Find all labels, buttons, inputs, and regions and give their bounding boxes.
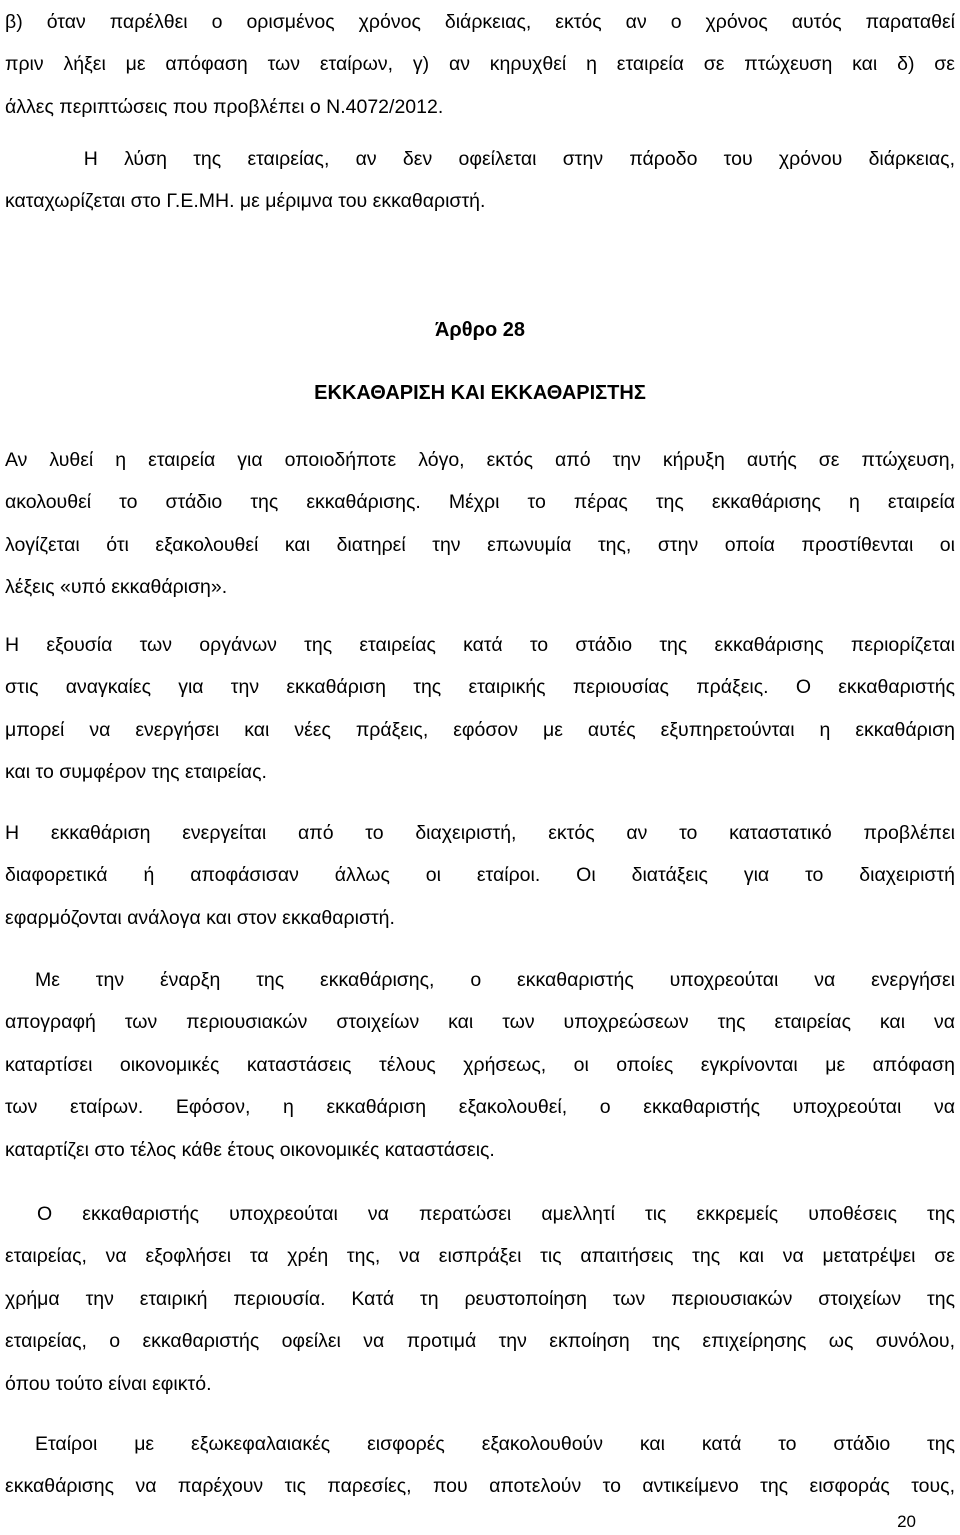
text-line: μπορεί να ενεργήσει και νέες πράξεις, εφόσον με αυτές εξυπηρετούνται η εκκαθάριση bbox=[5, 718, 955, 741]
paragraph-inventory-statements bbox=[5, 959, 955, 1171]
text-line: Η εκκαθάριση ενεργείται από το διαχειριστή, εκτός αν το καταστατικό προβλέπει bbox=[5, 822, 955, 844]
text-line: απογραφή των περιουσιακών στοιχείων και των υποχρεώσεων της εταιρείας και να bbox=[5, 1011, 955, 1034]
text-line: Η λύση της εταιρείας, αν δεν οφείλεται στην πάροδο του χρόνου διάρκειας, bbox=[5, 148, 955, 170]
page-number: 20 bbox=[897, 1512, 916, 1531]
text-line: εκκαθάρισης να παρέχουν τις παρεσίες, που αποτελούν το αντικείμενο της εισφοράς τους, bbox=[5, 1475, 955, 1498]
text-line: β) όταν παρέλθει ο ορισμένος χρόνος διάρκειας, εκτός αν ο χρόνος αυτός παραταθεί bbox=[5, 11, 955, 33]
article-title: ΕΚΚΑΘΑΡΙΣΗ ΚΑΙ ΕΚΚΑΘΑΡΙΣΤΗΣ bbox=[314, 382, 646, 404]
paragraph-dissolution-registration bbox=[5, 138, 955, 223]
text-line: Ο εκκαθαριστής υποχρεούται να περατώσει αμελλητί τις εκκρεμείς υποθέσεις της bbox=[37, 1203, 955, 1225]
article-number: Άρθρο 28 bbox=[434, 319, 526, 341]
text-line: λογίζεται ότι εξακολουθεί και διατηρεί την επωνυμία της, στην οποία προστίθενται οι bbox=[5, 533, 955, 556]
paragraph-liquidation-stage bbox=[5, 439, 955, 609]
paragraph-liquidation-by-manager bbox=[5, 812, 955, 939]
paragraph-partners-contributions bbox=[5, 1423, 955, 1508]
text-line: εταιρείας, να εξοφλήσει τα χρέη της, να εισπράξει τις απαιτήσεις της και να μετατρέψει σε bbox=[5, 1245, 955, 1268]
text-line: ακολουθεί το στάδιο της εκκαθάρισης. Μέχρι το πέρας της εκκαθάρισης η εταιρεία bbox=[5, 491, 955, 514]
paragraph-dissolution-cases bbox=[5, 1, 955, 128]
text-line: εταιρείας, ο εκκαθαριστής οφείλει να προτιμά την εκποίηση της επιχείρησης ως συνόλου, bbox=[5, 1330, 955, 1353]
text-line: στις αναγκαίες για την εκκαθάριση της εταιρικής περιουσίας πράξεις. Ο εκκαθαριστής bbox=[5, 676, 955, 699]
paragraph-liquidator-duties bbox=[5, 1193, 955, 1405]
text-line: καταρτίσει οικονομικές καταστάσεις τέλους χρήσεως, οι οποίες εγκρίνονται με απόφαση bbox=[5, 1053, 955, 1076]
text-line: καταχωρίζεται στο Γ.Ε.ΜΗ. με μέριμνα του εκκαθαριστή. bbox=[5, 190, 486, 213]
text-line: χρήμα την εταιρική περιουσία. Κατά τη ρευστοποίηση των περιουσιακών στοιχείων της bbox=[5, 1287, 955, 1310]
text-line: άλλες περιπτώσεις που προβλέπει ο Ν.4072/2012. bbox=[5, 95, 444, 118]
text-line: λέξεις «υπό εκκαθάριση». bbox=[5, 576, 228, 599]
text-line: των εταίρων. Εφόσον, η εκκαθάριση εξακολουθεί, ο εκκαθαριστής υποχρεούται να bbox=[5, 1096, 955, 1119]
text-line: και το συμφέρον της εταιρείας. bbox=[5, 761, 267, 784]
text-line: πριν λήξει με απόφαση των εταίρων, γ) αν κηρυχθεί η εταιρεία σε πτώχευση και δ) σε bbox=[5, 53, 955, 76]
text-line: Με την έναρξη της εκκαθάρισης, ο εκκαθαριστής υποχρεούται να ενεργήσει bbox=[35, 969, 955, 991]
text-line: εφαρμόζονται ανάλογα και στον εκκαθαριστή. bbox=[5, 906, 395, 929]
text-line: διαφορετικά ή αποφάσισαν άλλως οι εταίροι. Οι διατάξεις για το διαχειριστή bbox=[5, 864, 955, 887]
paragraph-organs-authority bbox=[5, 624, 955, 794]
text-line: Αν λυθεί η εταιρεία για οποιοδήποτε λόγο, εκτός από την κήρυξη αυτής σε πτώχευση, bbox=[5, 449, 955, 471]
text-line: Εταίροι με εξωκεφαλαιακές εισφορές εξακολουθούν και κατά το στάδιο της bbox=[35, 1433, 955, 1455]
text-line: Η εξουσία των οργάνων της εταιρείας κατά το στάδιο της εκκαθάρισης περιορίζεται bbox=[5, 634, 955, 656]
text-line: όπου τούτο είναι εφικτό. bbox=[5, 1372, 212, 1395]
text-line: καταρτίζει στο τέλος κάθε έτους οικονομικές καταστάσεις. bbox=[5, 1138, 495, 1161]
